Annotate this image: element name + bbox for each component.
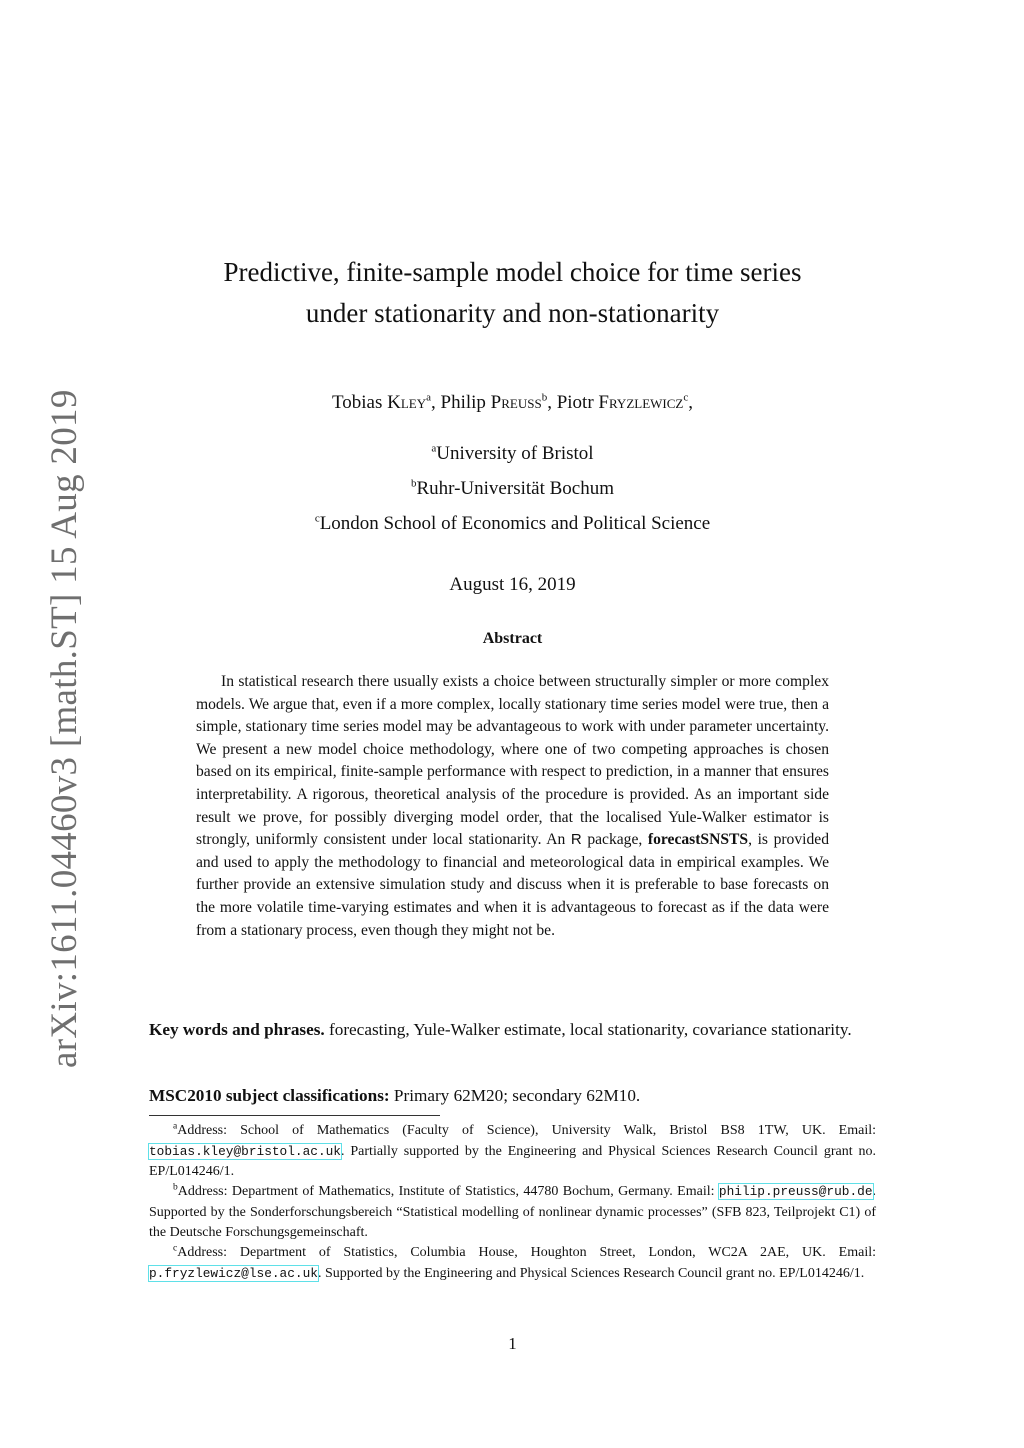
footnote-a: $^a$Address: School of Mathematics (Faculty of Science), University Walk, Bristol BS8 1TW, UK. Email: tobias.kley@bristol.ac.uk. Partially supported by the Engineering and Physical Sciences Research Council grant no. EP/L014246/1.: [149, 1121, 876, 1179]
paper-date: August 16, 2019: [449, 574, 576, 595]
keywords-text: forecasting, Yule-Walker estimate, local stationarity, covariance stationarity.: [329, 1020, 852, 1039]
author-preuss: Philip Preuß$^b$,: [440, 391, 552, 413]
title-line-1: Predictive, finite-sample model choice for time series: [223, 257, 802, 287]
affiliation-bristol: $^a$University of Bristol: [431, 442, 594, 464]
r-language-name: R: [570, 831, 582, 849]
email-link-fryzlewicz[interactable]: p.fryzlewicz@lse.ac.uk: [149, 1265, 318, 1281]
footnote-b: $^b$Address: Department of Mathematics, Institute of Statistics, 44780 Bochum, Germany. Email: philip.preuss@rub.de. Supported by the Sonderforschungsbereich “Statistical modelling of nonlinear dynamic processes” (SFB 823, Teilprojekt C1) of the Deutsche Forschungsgemeinschaft.: [149, 1182, 876, 1240]
author-fryzlewicz: Piotr Fryzlewicz$^c$,: [556, 391, 693, 413]
paper-title: [150, 252, 875, 334]
keywords-section: [149, 1017, 876, 1043]
msc-heading: MSC2010 subject classifications:: [149, 1086, 390, 1105]
affiliation-lse: $^c$London School of Economics and Political Science: [314, 512, 711, 534]
keywords-heading: Key words and phrases.: [149, 1020, 325, 1039]
package-name: forecastSNSTS: [647, 831, 749, 849]
affiliation-bochum: $^b$Ruhr-Universität Bochum: [410, 477, 614, 499]
email-link-kley[interactable]: tobias.kley@bristol.ac.uk: [149, 1143, 341, 1159]
author-list: [150, 390, 875, 416]
author-kley: Tobias Kley$^a$,: [331, 391, 436, 413]
msc-section: [149, 1084, 876, 1108]
footnote-c: $^c$Address: Department of Statistics, Columbia House, Houghton Street, London, WC2A 2AE, UK. Email: p.fryzlewicz@lse.ac.uk. Supported by the Engineering and Physical Sciences Research Council grant no. EP/L014246/1.: [149, 1243, 876, 1281]
abstract-heading: Abstract: [482, 630, 543, 647]
page-number: 1: [508, 1334, 517, 1353]
arxiv-identifier: arXiv:1611.04460v3 [math.ST] 15 Aug 2019: [44, 389, 85, 1068]
abstract-body: In statistical research there usually exists a choice between structurally simpler or more complex models. We argue that, even if a more complex, locally stationary time series model were true, then a simple, stationary time series model may be advantageous to work with under parameter uncertainty. We present a new model choice methodology, where one of two competing approaches is chosen based on its empirical, finite-sample performance with respect to prediction, in a manner that ensures interpretability. A rigorous, theoretical analysis of the procedure is provided. As an important side result we prove, for possibly diverging model order, that the localised Yule-Walker estimator is strongly, uniformly consistent under local stationarity. An R package, forecastSNSTS, is provided and used to apply the methodology to financial and meteorological data in empirical examples. We further provide an extensive simulation study and discuss when it is preferable to base forecasts on the more volatile time-varying estimates and when it is advantageous to forecast as if the data were from a stationary process, even though they might not be.: [196, 673, 830, 939]
msc-text: Primary 62M20; secondary 62M10.: [393, 1086, 641, 1105]
email-link-preuss[interactable]: philip.preuss@rub.de: [718, 1184, 873, 1199]
title-line-2: under stationarity and non-stationarity: [305, 298, 720, 328]
footnote-rule: [149, 1115, 440, 1116]
